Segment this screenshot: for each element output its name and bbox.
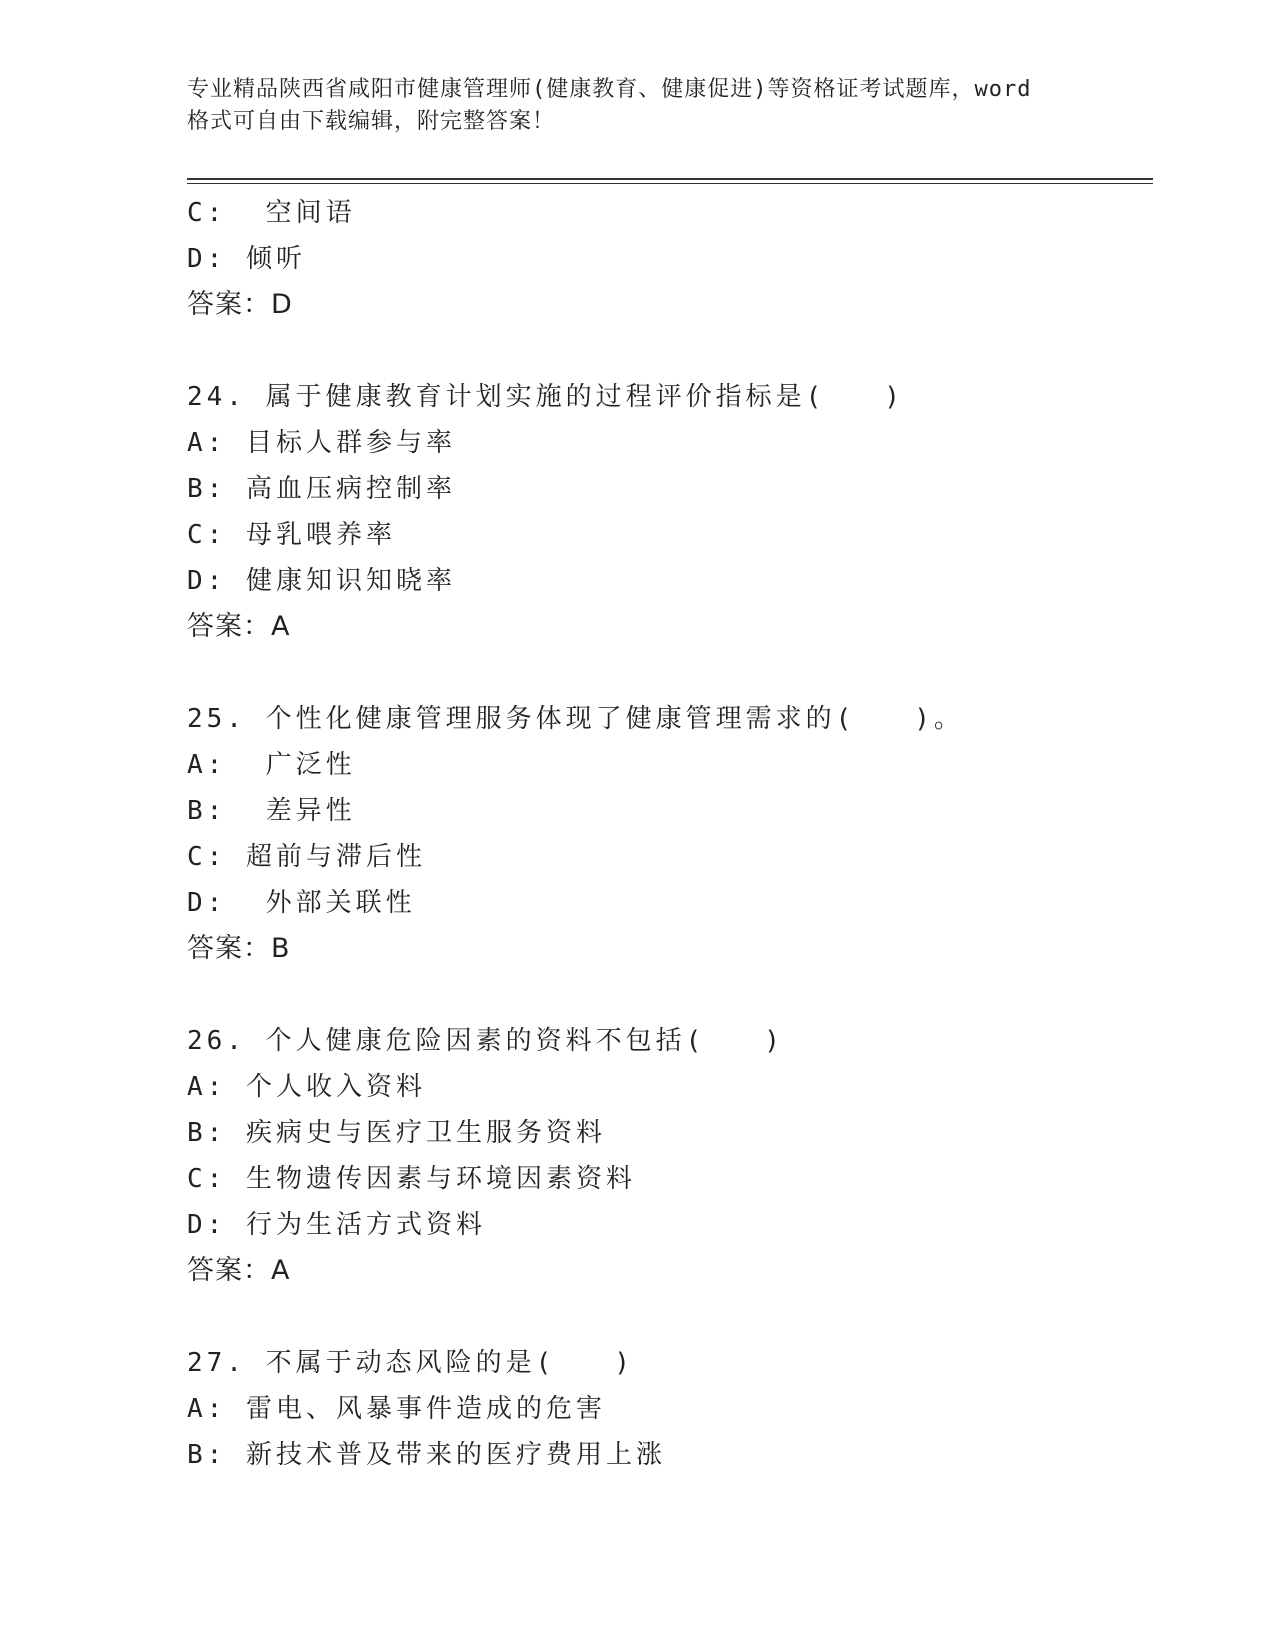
option-a: A: 雷电、风暴事件造成的危害	[187, 1394, 606, 1424]
option-a: A: 目标人群参与率	[187, 428, 456, 458]
header-line-2: 格式可自由下载编辑，附完整答案！	[187, 109, 556, 134]
answer: 答案：A	[187, 1255, 291, 1286]
question-26	[187, 1018, 1153, 1294]
option-b: B: 高血压病控制率	[187, 474, 456, 504]
question-stem: 27. 不属于动态风险的是( )	[187, 1348, 634, 1378]
spacer	[187, 650, 1153, 696]
question-list	[187, 190, 1153, 1478]
answer: 答案：A	[187, 611, 291, 642]
answer: 答案：D	[187, 289, 293, 320]
option-a: A: 广泛性	[187, 750, 356, 780]
question-stem: 25. 个性化健康管理服务体现了健康管理需求的( )。	[187, 704, 964, 734]
question-27	[187, 1340, 1153, 1478]
option-c: C: 生物遗传因素与环境因素资料	[187, 1164, 636, 1194]
option-a: A: 个人收入资料	[187, 1072, 426, 1102]
document-header	[187, 74, 1107, 138]
option-d: D: 外部关联性	[187, 888, 416, 918]
spacer	[187, 1294, 1153, 1340]
option-d: D: 行为生活方式资料	[187, 1210, 486, 1240]
question-25	[187, 696, 1153, 972]
answer: 答案：B	[187, 933, 291, 964]
option-d: D: 倾听	[187, 244, 306, 274]
header-rule-thick	[187, 178, 1153, 180]
option-c: C: 空间语	[187, 198, 356, 228]
option-b: B: 新技术普及带来的医疗费用上涨	[187, 1440, 666, 1470]
question-24	[187, 374, 1153, 650]
option-b: B: 疾病史与医疗卫生服务资料	[187, 1118, 606, 1148]
option-b: B: 差异性	[187, 796, 356, 826]
option-c: C: 母乳喂养率	[187, 520, 396, 550]
question-stem: 26. 个人健康危险因素的资料不包括( )	[187, 1026, 784, 1056]
header-rule-thin	[187, 183, 1153, 184]
question-23-tail	[187, 190, 1153, 328]
option-d: D: 健康知识知晓率	[187, 566, 456, 596]
header-line-1: 专业精品陕西省咸阳市健康管理师(健康教育、健康促进)等资格证考试题库，word	[187, 77, 1032, 102]
spacer	[187, 972, 1153, 1018]
spacer	[187, 328, 1153, 374]
question-stem: 24. 属于健康教育计划实施的过程评价指标是( )	[187, 382, 904, 412]
option-c: C: 超前与滞后性	[187, 842, 426, 872]
